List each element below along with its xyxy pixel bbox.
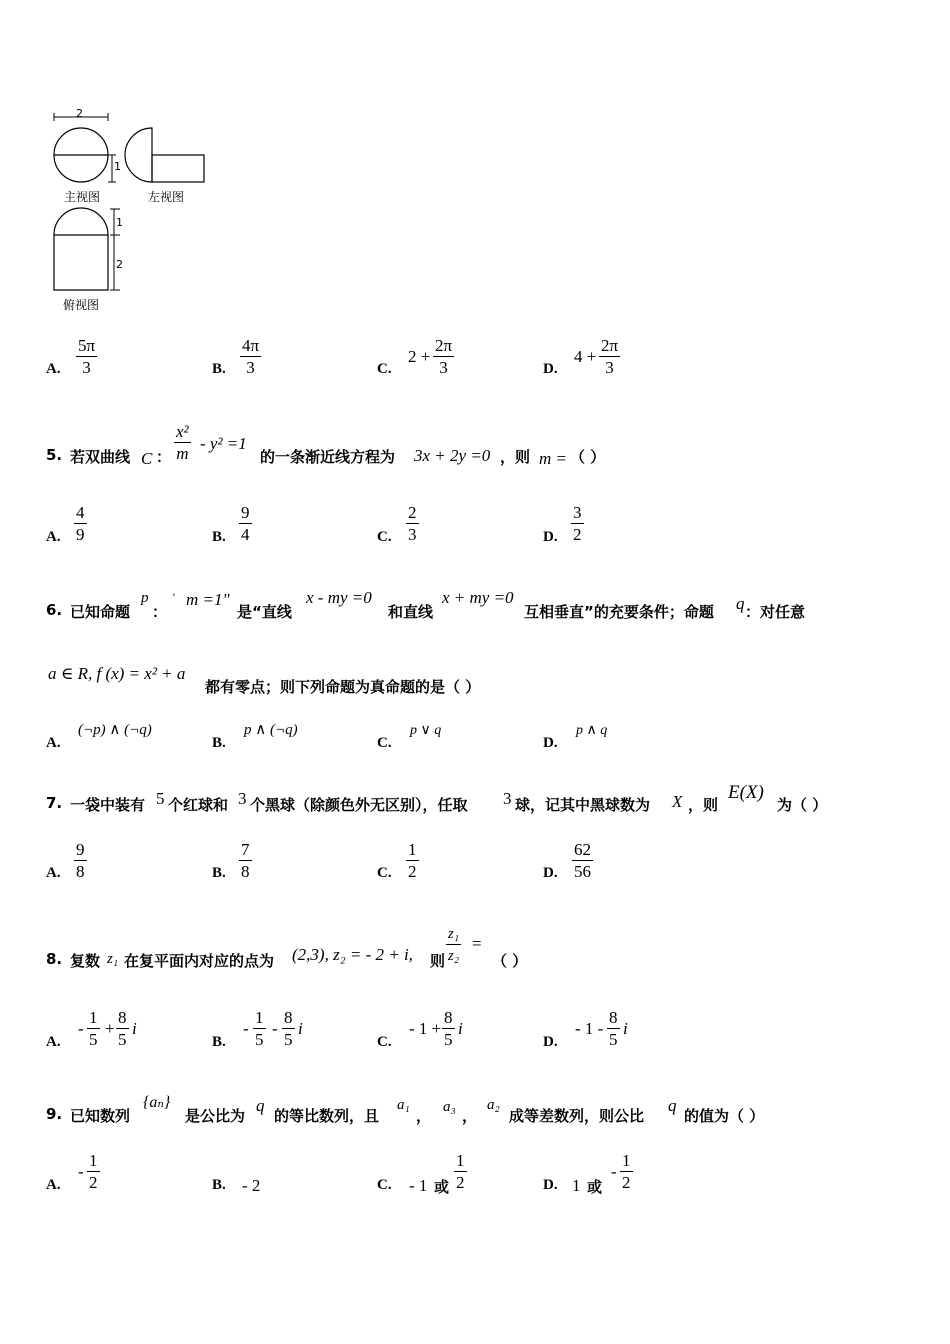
q4-option-d-label[interactable]: D.	[543, 361, 558, 377]
numerator: 4	[76, 503, 85, 522]
q9-comma-1: ，	[416, 1107, 432, 1125]
dim-top-large-label: 2	[116, 258, 123, 271]
q8-option-b-op: -	[272, 1019, 278, 1038]
denominator: 2	[89, 1173, 98, 1192]
q9-option-d-sign: -	[611, 1162, 617, 1181]
q5-equation-rest: - y² =1	[200, 434, 247, 453]
q5-option-b-value[interactable]	[239, 503, 252, 546]
q6-option-b-label[interactable]: B.	[212, 735, 226, 751]
numerator: 7	[241, 840, 250, 859]
q7-text-6: 为（ ）	[777, 796, 828, 814]
q5-option-b-label[interactable]: B.	[212, 529, 226, 545]
q8-option-c-label[interactable]: C.	[377, 1034, 392, 1050]
q5-curve-name: C	[141, 449, 153, 468]
q8-text-1: 复数	[70, 952, 101, 970]
q7-option-c-value[interactable]	[406, 840, 419, 883]
denominator: m	[174, 442, 191, 465]
q7-option-d-value[interactable]	[572, 840, 593, 883]
q6-number: 6.	[46, 601, 63, 619]
q6-function: a ∈ R, f (x) = x² + a	[48, 664, 186, 683]
q5-option-c-value[interactable]	[406, 503, 419, 546]
q8-option-b-sign: -	[243, 1019, 249, 1038]
denominator: 56	[574, 862, 591, 881]
q5-equation-fraction	[174, 422, 191, 465]
denominator: 8	[241, 862, 250, 881]
q9-text-5: 的值为（ ）	[684, 1107, 765, 1125]
denominator: 5	[284, 1030, 293, 1049]
q7-option-b-label[interactable]: B.	[212, 865, 226, 881]
denominator: 3	[240, 356, 261, 379]
q5-option-c-label[interactable]: C.	[377, 529, 392, 545]
denominator: 2	[408, 862, 417, 881]
q8-option-b-label[interactable]: B.	[212, 1034, 226, 1050]
denominator: z₂	[446, 944, 461, 967]
q9-option-a-label[interactable]: A.	[46, 1177, 61, 1193]
denominator: 5	[255, 1030, 264, 1049]
denominator: 5	[444, 1030, 453, 1049]
q8-equals: =	[472, 934, 482, 953]
q6-p: p	[141, 590, 149, 606]
numerator: 1	[89, 1008, 98, 1027]
numerator: 8	[284, 1008, 293, 1027]
numerator: 1	[408, 840, 417, 859]
q9-text-1: 已知数列	[70, 1107, 131, 1125]
q9-number: 9.	[46, 1105, 63, 1123]
q9-comma-2: ，	[462, 1107, 478, 1125]
q7-count-black: 3	[238, 789, 247, 808]
q7-option-b-value[interactable]	[239, 840, 252, 883]
q4-option-a-value[interactable]	[76, 336, 97, 379]
denominator: 3	[433, 356, 454, 379]
q9-a3: a₃	[443, 1099, 456, 1115]
q8-text-2: 在复平面内对应的点为	[124, 952, 275, 970]
dim-front-height-label: 1	[114, 160, 121, 173]
q6-line-1: x - my =0	[306, 588, 372, 607]
numerator: 1	[255, 1008, 264, 1027]
q7-option-d-label[interactable]: D.	[543, 865, 558, 881]
q9-option-d-label[interactable]: D.	[543, 1177, 558, 1193]
q9-a1: a₁	[397, 1097, 410, 1113]
q4-option-c-value[interactable]	[433, 336, 454, 379]
q8-paren: （ ）	[492, 952, 528, 970]
q7-expectation: E(X)	[728, 782, 764, 803]
q6-option-c-label[interactable]: C.	[377, 735, 392, 751]
q8-z1: z₁	[107, 951, 119, 967]
front-view-label: 主视图	[64, 190, 101, 204]
q6-text-4: 互相垂直”的充要条件；命题	[524, 603, 714, 621]
q8-option-b-i: i	[298, 1019, 303, 1038]
q4-option-c-label[interactable]: C.	[377, 361, 392, 377]
q7-option-c-label[interactable]: C.	[377, 865, 392, 881]
numerator: 4π	[242, 336, 260, 355]
dim-width-label: 2	[76, 107, 83, 120]
q7-count-red: 5	[156, 789, 165, 808]
numerator: 1	[622, 1151, 631, 1170]
denominator: 3	[408, 525, 417, 544]
q6-colon: ：	[152, 603, 168, 621]
q9-option-b-label[interactable]: B.	[212, 1177, 226, 1193]
denominator: 9	[76, 525, 85, 544]
denominator: 2	[456, 1173, 465, 1192]
top-view-drawing	[54, 208, 120, 290]
q4-option-d-value[interactable]	[599, 336, 620, 379]
q8-option-a-op: +	[105, 1019, 115, 1038]
q5-paren: （ ）	[570, 448, 606, 466]
q9-option-c-value[interactable]: - 1	[409, 1176, 428, 1195]
q9-option-b-value[interactable]: - 2	[242, 1176, 261, 1195]
numerator: x²	[176, 422, 189, 441]
q6-condition: m =1"	[186, 590, 230, 609]
q7-count-drawn: 3	[503, 789, 512, 808]
q5-option-d-label[interactable]: D.	[543, 529, 558, 545]
q9-option-d-frac[interactable]	[620, 1151, 633, 1194]
q8-option-b-frac-2[interactable]	[282, 1008, 295, 1051]
q5-colon: ：	[156, 448, 172, 466]
q8-text-3: 则	[430, 952, 446, 970]
top-view-label: 俯视图	[63, 298, 100, 312]
q9-a2: a₂	[487, 1097, 500, 1113]
q5-option-a-value[interactable]	[74, 503, 87, 546]
q9-option-c-label[interactable]: C.	[377, 1177, 392, 1193]
q4-option-b-value[interactable]	[240, 336, 261, 379]
q7-text-3: 个黑球（除颜色外无区别），任取	[250, 796, 468, 814]
numerator: 1	[89, 1151, 98, 1170]
denominator: 5	[609, 1030, 618, 1049]
denominator: 2	[573, 525, 582, 544]
numerator: 62	[574, 840, 591, 859]
q8-option-c-prefix: - 1 +	[409, 1019, 442, 1038]
numerator: 2π	[601, 336, 619, 355]
q4-option-c-prefix: 2 +	[408, 347, 431, 366]
q7-text-2: 个红球和	[168, 796, 229, 814]
numerator: 5π	[78, 336, 96, 355]
q8-option-c-i: i	[458, 1019, 463, 1038]
denominator: 3	[76, 356, 97, 379]
q5-option-d-value[interactable]	[571, 503, 584, 546]
q6-option-a-value[interactable]: (¬p) ∧ (¬q)	[78, 722, 152, 738]
denominator: 3	[599, 356, 620, 379]
denominator: 4	[241, 525, 250, 544]
q8-option-a-frac-1[interactable]	[87, 1008, 100, 1051]
q5-text-3: ，则	[500, 448, 531, 466]
q6-mark: '	[172, 590, 175, 604]
q7-number: 7.	[46, 794, 63, 812]
q6-text-1: 已知命题	[70, 603, 131, 621]
q4-option-b-label[interactable]: B.	[212, 361, 226, 377]
q9-option-d-value[interactable]: 1	[572, 1176, 581, 1195]
q9-option-a-sign: -	[78, 1162, 84, 1181]
q6-text-6: 都有零点；则下列命题为真命题的是（ ）	[205, 678, 481, 696]
numerator: 3	[573, 503, 582, 522]
q8-option-a-frac-2[interactable]	[116, 1008, 129, 1051]
q9-option-c-or: 或	[434, 1178, 450, 1196]
numerator: 8	[609, 1008, 618, 1027]
q9-option-d-or: 或	[587, 1178, 603, 1196]
q6-option-a-label[interactable]: A.	[46, 735, 61, 751]
denominator: 2	[622, 1173, 631, 1192]
q9-sequence: {aₙ}	[143, 1094, 171, 1111]
q8-option-a-sign: -	[78, 1019, 84, 1038]
q6-option-d-value[interactable]: p ∧ q	[576, 723, 608, 738]
q9-text-3: 的等比数列，且	[274, 1107, 380, 1125]
denominator: 5	[118, 1030, 127, 1049]
numerator: 8	[118, 1008, 127, 1027]
numerator: 9	[241, 503, 250, 522]
q5-asymptote: 3x + 2y =0	[414, 446, 491, 465]
q8-point: (2,3), z₂ = - 2 + i,	[292, 945, 413, 964]
numerator: 8	[444, 1008, 453, 1027]
q6-text-2: 是“直线	[237, 603, 292, 621]
q9-text-2: 是公比为	[185, 1107, 246, 1125]
q4-option-a-label[interactable]: A.	[46, 361, 61, 377]
q9-q-1: q	[256, 1096, 265, 1115]
q6-option-b-value[interactable]: p ∧ (¬q)	[244, 722, 298, 738]
side-view-drawing	[125, 128, 204, 182]
q6-option-d-label[interactable]: D.	[543, 735, 558, 751]
numerator: 2	[408, 503, 417, 522]
denominator: 5	[89, 1030, 98, 1049]
q7-option-a-value[interactable]	[74, 840, 87, 883]
three-view-figure	[44, 105, 224, 320]
q8-option-d-i: i	[623, 1019, 628, 1038]
q4-option-d-prefix: 4 +	[574, 347, 597, 366]
dim-top-small-label: 1	[116, 216, 123, 229]
numerator: 2π	[435, 336, 453, 355]
q7-text-1: 一袋中装有	[70, 796, 146, 814]
numerator: 1	[456, 1151, 465, 1170]
q7-text-4: 球，记其中黑球数为	[515, 796, 651, 814]
q5-text-1: 若双曲线	[70, 448, 131, 466]
q6-option-c-value[interactable]: p ∨ q	[410, 723, 442, 738]
q6-text-5: ：对任意	[745, 603, 806, 621]
q8-ratio-fraction	[446, 924, 461, 967]
q9-option-c-frac[interactable]	[454, 1151, 467, 1194]
q8-option-b-frac-1[interactable]	[253, 1008, 266, 1051]
numerator: z₁	[448, 926, 460, 942]
q8-option-a-i: i	[132, 1019, 137, 1038]
q6-text-3: 和直线	[388, 603, 434, 621]
q8-number: 8.	[46, 950, 63, 968]
front-view-drawing	[54, 113, 116, 182]
q8-option-d-label[interactable]: D.	[543, 1034, 558, 1050]
q5-option-a-label[interactable]: A.	[46, 529, 61, 545]
q8-option-d-prefix: - 1 -	[575, 1019, 604, 1038]
q7-text-5: ，则	[688, 796, 719, 814]
q8-option-d-frac[interactable]	[607, 1008, 620, 1051]
side-view-label: 左视图	[148, 190, 185, 204]
q9-q-2: q	[668, 1096, 677, 1115]
q5-m-eq: m =	[539, 449, 567, 468]
q7-option-a-label[interactable]: A.	[46, 865, 61, 881]
q6-q: q	[736, 594, 745, 613]
q8-option-a-label[interactable]: A.	[46, 1034, 61, 1050]
q5-number: 5.	[46, 446, 63, 464]
q5-text-2: 的一条渐近线方程为	[260, 448, 396, 466]
q8-option-c-frac[interactable]	[442, 1008, 455, 1051]
q7-x: X	[672, 792, 683, 811]
q6-line-2: x + my =0	[442, 588, 514, 607]
q9-text-4: 成等差数列，则公比	[509, 1107, 645, 1125]
numerator: 9	[76, 840, 85, 859]
denominator: 8	[76, 862, 85, 881]
q9-option-a-value[interactable]	[87, 1151, 100, 1194]
